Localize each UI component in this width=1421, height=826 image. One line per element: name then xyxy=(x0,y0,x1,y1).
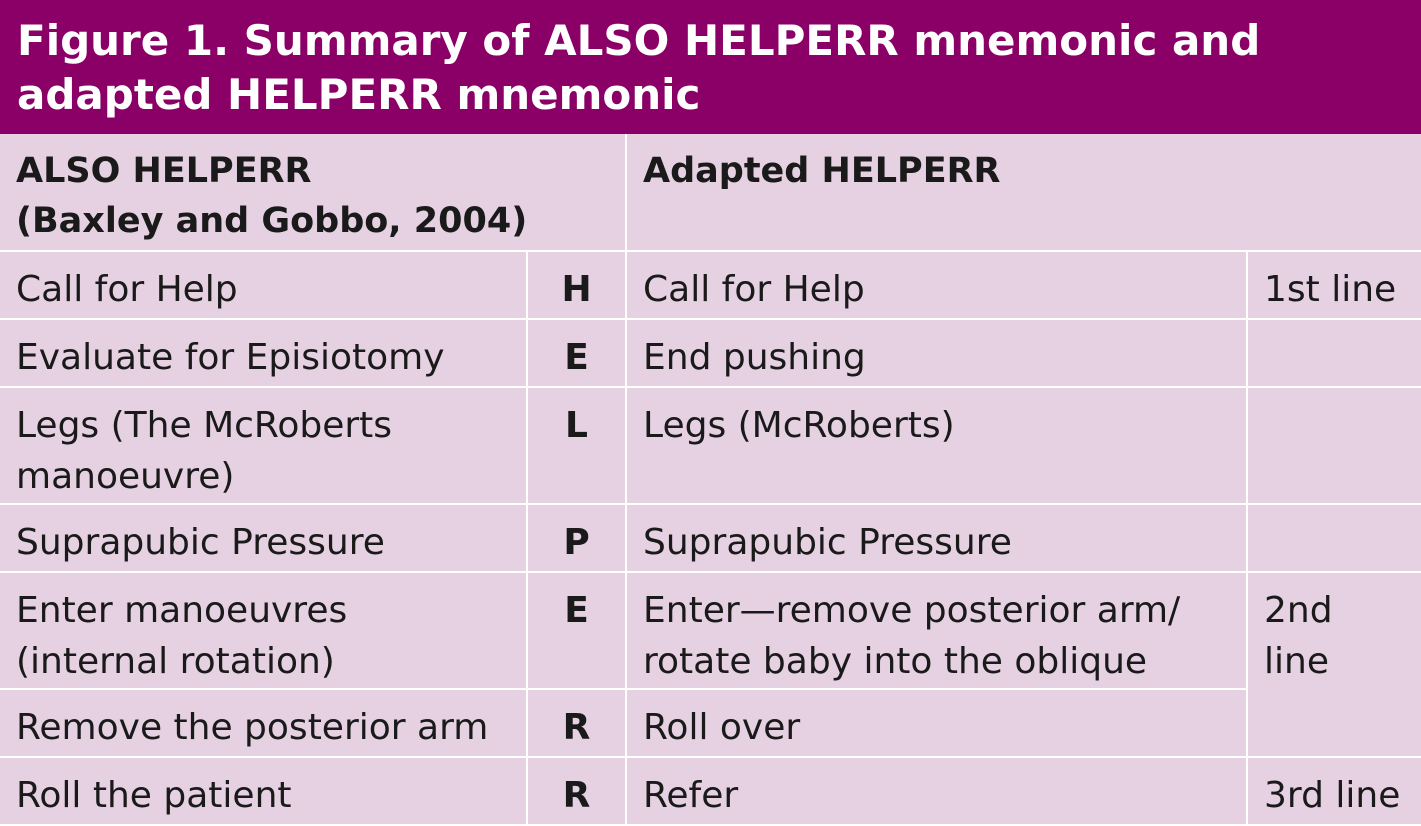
also-step: Evaluate for Episiotomy xyxy=(0,319,527,387)
table-row xyxy=(0,504,1421,572)
line-of-action: 1st line xyxy=(1247,251,1421,319)
adapted-step: Legs (McRoberts) xyxy=(626,387,1247,504)
also-step: Suprapubic Pressure xyxy=(0,504,527,572)
line-of-action xyxy=(1247,387,1421,504)
mnemonic-letter: R xyxy=(527,757,626,825)
also-step-line-1: Enter manoeuvres xyxy=(16,590,348,631)
also-step-line-2: manoeuvre) xyxy=(16,456,235,497)
adapted-step: End pushing xyxy=(626,319,1247,387)
adapted-step-line-2: rotate baby into the oblique xyxy=(643,641,1148,682)
table-row xyxy=(0,319,1421,387)
adapted-step: Call for Help xyxy=(626,251,1247,319)
header-adapted-helperr: Adapted HELPERR xyxy=(626,134,1421,251)
line-of-action-line-1: 2nd xyxy=(1264,590,1333,631)
table-row xyxy=(0,251,1421,319)
mnemonic-letter: H xyxy=(527,251,626,319)
mnemonic-letter: R xyxy=(527,689,626,757)
also-step-line-1: Legs (The McRoberts xyxy=(16,405,393,446)
adapted-step: Suprapubic Pressure xyxy=(626,504,1247,572)
helperr-comparison-table xyxy=(0,134,1421,826)
also-step-line-2: (internal rotation) xyxy=(16,641,335,682)
figure-title-line-1: Figure 1. Summary of ALSO HELPERR mnemonic and xyxy=(17,16,1261,65)
adapted-step: Roll over xyxy=(626,689,1247,757)
mnemonic-letter: P xyxy=(527,504,626,572)
adapted-step xyxy=(626,572,1247,689)
mnemonic-letter: L xyxy=(527,387,626,504)
line-of-action xyxy=(1247,572,1421,757)
adapted-step: Refer xyxy=(626,757,1247,825)
also-step xyxy=(0,572,527,689)
also-step xyxy=(0,387,527,504)
header-also-helperr xyxy=(0,134,626,251)
table-row xyxy=(0,387,1421,504)
also-step: Remove the posterior arm xyxy=(0,689,527,757)
header-also-title: ALSO HELPERR xyxy=(16,151,312,191)
table-row xyxy=(0,757,1421,825)
mnemonic-letter: E xyxy=(527,572,626,689)
also-step: Call for Help xyxy=(0,251,527,319)
header-also-citation: (Baxley and Gobbo, 2004) xyxy=(16,201,528,241)
figure-title-bar xyxy=(0,0,1421,134)
table-row xyxy=(0,689,1421,757)
line-of-action: 3rd line xyxy=(1247,757,1421,825)
figure-title xyxy=(17,14,1397,122)
mnemonic-letter: E xyxy=(527,319,626,387)
line-of-action-line-2: line xyxy=(1264,641,1329,682)
also-step: Roll the patient xyxy=(0,757,527,825)
table-row xyxy=(0,572,1421,689)
line-of-action xyxy=(1247,319,1421,387)
adapted-step-line-1: Enter—remove posterior arm/ xyxy=(643,590,1181,631)
line-of-action xyxy=(1247,504,1421,572)
table-header-row xyxy=(0,134,1421,251)
figure-title-line-2: adapted HELPERR mnemonic xyxy=(17,70,701,119)
